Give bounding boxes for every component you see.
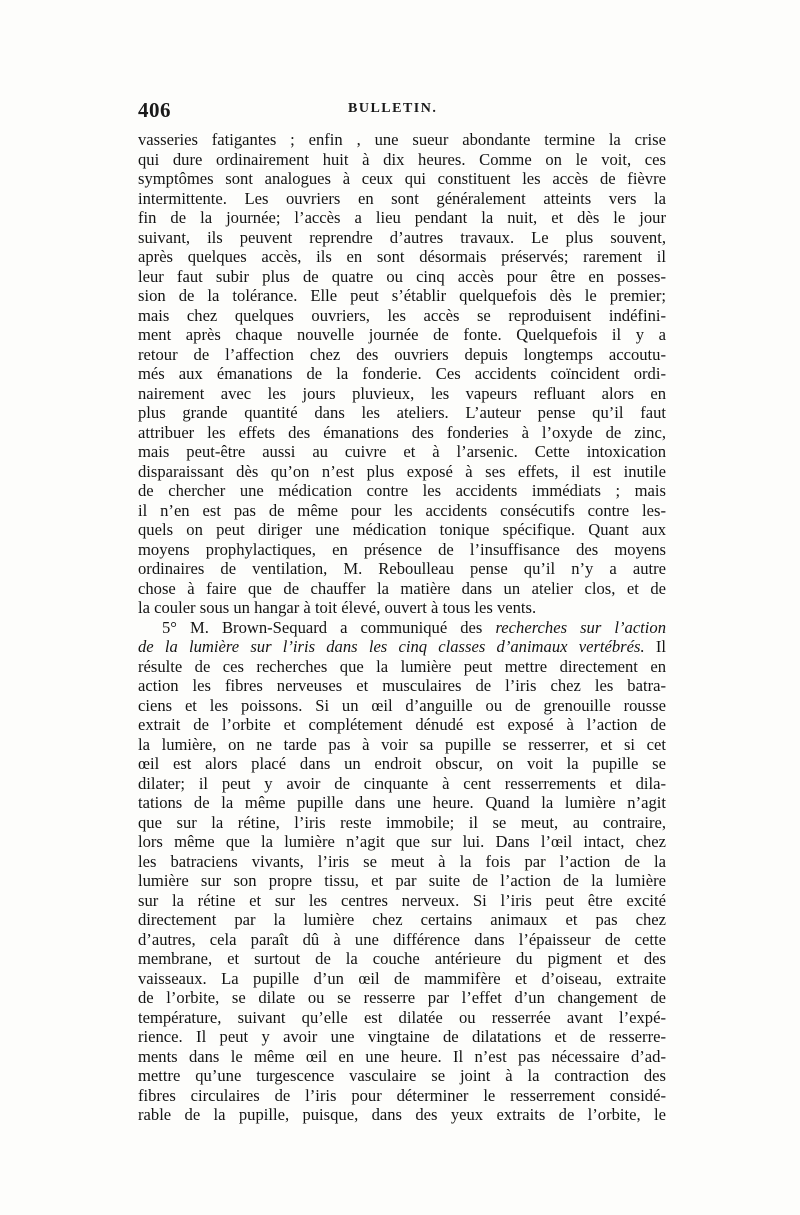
- text-line: sur la rétine et sur les centres nerveux. Si l’iris peut être excité: [138, 890, 666, 910]
- text-line: suivant, ils peuvent reprendre d’autres travaux. Le plus souvent,: [138, 227, 666, 247]
- text-line: disparaissant dès qu’on n’est plus exposé à ses effets, il est inutile: [138, 461, 666, 481]
- text-line: mettre qu’une turgescence vasculaire se joint à la contraction des: [138, 1066, 666, 1085]
- text-line: intermittente. Les ouvriers en sont généralement atteints vers la: [138, 188, 666, 208]
- text-line: ment après chaque nouvelle journée de fonte. Quelquefois il y a: [138, 325, 666, 344]
- italic-title-span: recherches sur l’action: [495, 617, 666, 637]
- text-line: moyens prophylactiques, en présence de l’insuffisance des moyens: [138, 539, 666, 559]
- text-line: plus grande quantité dans les ateliers. L’auteur pense qu’il faut: [138, 403, 666, 422]
- text-line: il n’en est pas de même pour les accidents consécutifs contre les-: [138, 500, 666, 520]
- text-line: de chercher une médication contre les accidents immédiats ; mais: [138, 481, 666, 500]
- text-line: vasseries fatigantes ; enfin , une sueur abondante termine la crise: [138, 130, 666, 149]
- text-line: symptômes sont analogues à ceux qui constituent les accès de fièvre: [138, 169, 666, 188]
- text-line: œil est alors placé dans un endroit obscur, on voit la pupille se: [138, 754, 666, 773]
- text-line: ciens et les poissons. Si un œil d’anguille ou de grenouille rousse: [138, 695, 666, 715]
- text-line: fin de la journée; l’accès a lieu pendant la nuit, et dès le jour: [138, 208, 666, 227]
- text-line: sion de la tolérance. Elle peut s’établir quelquefois dès le premier;: [138, 286, 666, 305]
- text-line: [138, 637, 666, 657]
- text-line: mais peut-être aussi au cuivre et à l’arsenic. Cette intoxication: [138, 442, 666, 461]
- text-line: température, suivant qu’elle est dilatée ou resserrée avant l’expé-: [138, 1007, 666, 1027]
- page-header: [138, 98, 666, 124]
- text-line: rable de la pupille, puisque, dans des yeux extraits de l’orbite, le: [138, 1105, 666, 1124]
- text-line: les batraciens vivants, l’iris se meut à la fois par l’action de la: [138, 851, 666, 871]
- text-line: més aux émanations de la fonderie. Ces accidents coïncident ordi-: [138, 364, 666, 383]
- italic-title-span: de la lumière sur l’iris dans les cinq classes d’animaux vertébrés.: [138, 637, 645, 656]
- text-line: mais chez quelques ouvriers, les accès se reproduisent indéfini-: [138, 305, 666, 325]
- text-span: Il: [644, 637, 666, 656]
- text-line: rience. Il peut y avoir une vingtaine de dilatations et de resserre-: [138, 1027, 666, 1046]
- text-line: tations de la même pupille dans une heure. Quand la lumière n’agit: [138, 793, 666, 812]
- text-line: que sur la rétine, l’iris reste immobile; il se meut, au contraire,: [138, 812, 666, 832]
- text-line: de l’orbite, se dilate ou se resserre par l’effet d’un changement de: [138, 988, 666, 1007]
- text-line: leur faut subir plus de quatre ou cinq accès pour être en posses-: [138, 266, 666, 286]
- text-line: chose à faire que de chauffer la matière dans un atelier clos, et de: [138, 578, 666, 598]
- text-line: quels on peut diriger une médication tonique spécifique. Quant aux: [138, 520, 666, 539]
- text-line: lors même que la lumière n’agit que sur lui. Dans l’œil intact, chez: [138, 832, 666, 851]
- text-span: 5° M. Brown-Sequard a communiqué des: [162, 617, 496, 637]
- text-line: ments dans le même œil en une heure. Il n’est pas nécessaire d’ad-: [138, 1046, 666, 1066]
- text-line: action les fibres nerveuses et musculaires de l’iris chez les batra-: [138, 676, 666, 695]
- text-line: lumière sur son propre tissu, et par suite de l’action de la lumière: [138, 871, 666, 890]
- body-text: [138, 130, 666, 1125]
- text-line: nairement avec les jours pluvieux, les vapeurs refluant alors en: [138, 383, 666, 403]
- paragraph-end-line: la couler sous un hangar à toit élevé, ouvert à tous les vents.: [138, 598, 537, 617]
- text-line: retour de l’affection chez des ouvriers depuis longtemps accoutu-: [138, 344, 666, 364]
- text-line: ordinaires de ventilation, M. Reboulleau pense qu’il n’y a autre: [138, 559, 666, 578]
- text-line: extrait de l’orbite et complétement dénudé est exposé à l’action de: [138, 715, 666, 734]
- page-number: 406: [138, 98, 171, 122]
- text-line: dilater; il peut y avoir de cinquante à cent resserrements et dila-: [138, 773, 666, 793]
- running-head: BULLETIN.: [348, 101, 438, 116]
- text-line: directement par la lumière chez certains animaux et pas chez: [138, 910, 666, 929]
- text-line: d’autres, cela paraît dû à une différence dans l’épaisseur de cette: [138, 929, 666, 949]
- text-line: membrane, et surtout de la couche antérieure du pigment et des: [138, 949, 666, 968]
- text-line: attribuer les effets des émanations des fonderies à l’oxyde de zinc,: [138, 422, 666, 442]
- text-line: la lumière, on ne tarde pas à voir sa pupille se resserrer, et si cet: [138, 734, 666, 754]
- text-line: qui dure ordinairement huit à dix heures. Comme on le voit, ces: [138, 149, 666, 169]
- paragraph-start-line: [138, 618, 666, 638]
- text-line: fibres circulaires de l’iris pour déterminer le resserrement considé-: [138, 1085, 666, 1105]
- text-line: vaisseaux. La pupille d’un œil de mammifère et d’oiseau, extraite: [138, 968, 666, 988]
- text-line: après quelques accès, ils en sont désormais préservés; rarement il: [138, 247, 666, 266]
- text-line: résulte de ces recherches que la lumière peut mettre directement en: [138, 656, 666, 676]
